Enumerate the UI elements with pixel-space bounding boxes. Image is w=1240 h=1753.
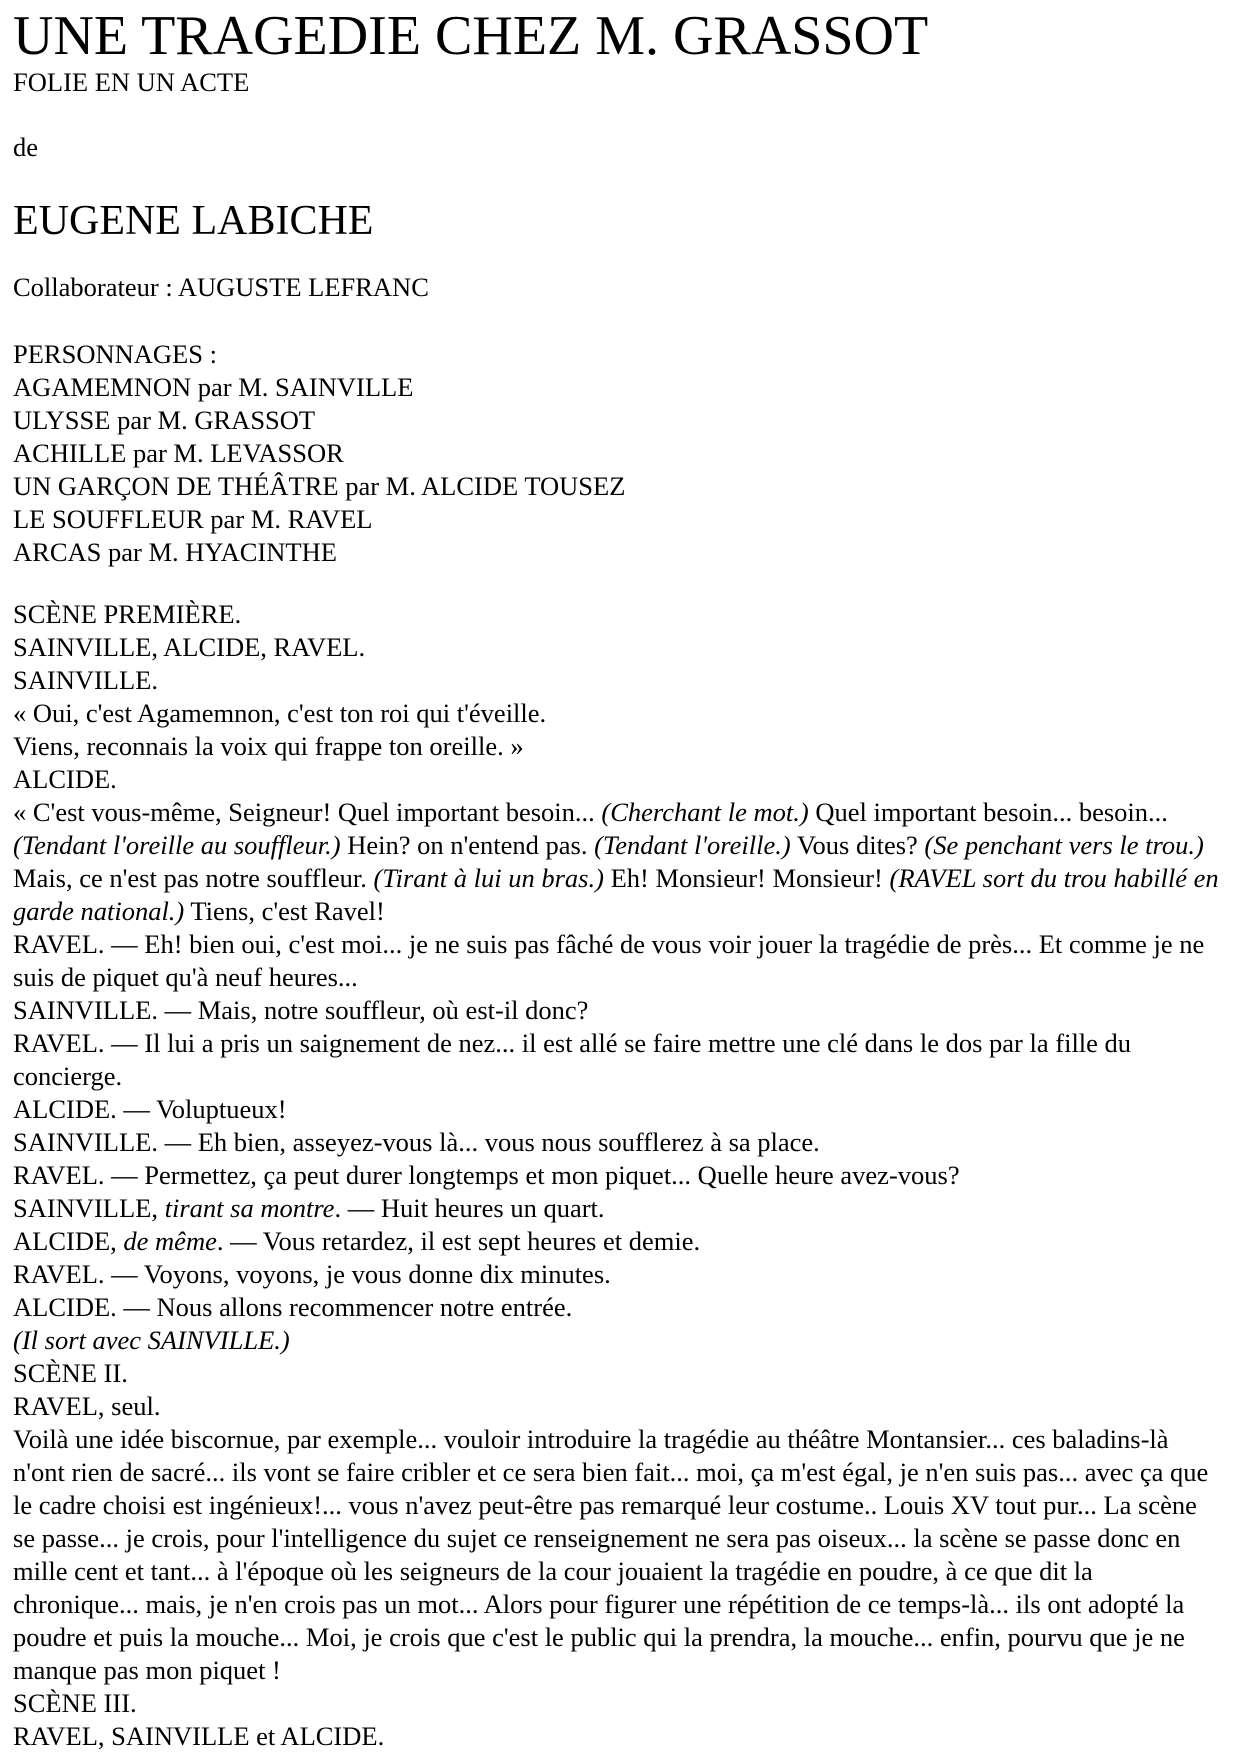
speech-text: Vous dites? — [790, 830, 925, 860]
scene-characters: RAVEL, SAINVILLE et ALCIDE. — [13, 1721, 385, 1751]
cast-item: ACHILLE par M. LEVASSOR — [13, 438, 344, 468]
dialogue-line: ALCIDE. — Voluptueux! — [13, 1094, 287, 1124]
stage-direction: (Se penchant vers le trou.) — [924, 830, 1204, 860]
stage-direction: (Cherchant le mot.) — [601, 797, 809, 827]
speaker-name: ALCIDE, — [13, 1226, 124, 1256]
play-text — [13, 598, 1225, 1753]
cast-item: AGAMEMNON par M. SAINVILLE — [13, 372, 414, 402]
cast-item: ULYSSE par M. GRASSOT — [13, 405, 316, 435]
verse: Viens, reconnais la voix qui frappe ton oreille. » — [13, 731, 524, 761]
cast-item: UN GARÇON DE THÉÂTRE par M. ALCIDE TOUSEZ — [13, 471, 626, 501]
dialogue-line: RAVEL. — Il lui a pris un saignement de nez... il est allé se faire mettre une clé dans le dos par la fille du concierge. — [13, 1028, 1132, 1091]
cast-list — [13, 338, 625, 569]
author-name: EUGENE LABICHE — [13, 198, 374, 244]
speech-text: . — Vous retardez, il est sept heures et demie. — [216, 1226, 701, 1256]
scene-characters: SAINVILLE, ALCIDE, RAVEL. — [13, 632, 366, 662]
cast-heading: PERSONNAGES : — [13, 339, 217, 369]
dialogue-line: RAVEL. — Eh! bien oui, c'est moi... je ne suis pas fâché de vous voir jouer la tragédie de près... Et comme je ne suis de piquet qu'à neuf heures... — [13, 929, 1205, 992]
stage-direction: (Il sort avec SAINVILLE.) — [13, 1325, 290, 1355]
speech-text: Eh! Monsieur! Monsieur! — [603, 863, 890, 893]
speech-text: Hein? on n'entend pas. — [340, 830, 595, 860]
stage-direction: (Tendant l'oreille.) — [594, 830, 791, 860]
collaborator: Collaborateur : AUGUSTE LEFRANC — [13, 272, 429, 302]
dialogue-line: SAINVILLE. — Eh bien, asseyez-vous là... vous nous soufflerez à sa place. — [13, 1127, 820, 1157]
speaker: ALCIDE. — [13, 764, 117, 794]
verse: « Oui, c'est Agamemnon, c'est ton roi qui t'éveille. — [13, 698, 547, 728]
play-title: UNE TRAGEDIE CHEZ M. GRASSOT — [13, 5, 929, 67]
scene-heading: SCÈNE PREMIÈRE. — [13, 599, 242, 629]
dialogue-line: SAINVILLE. — Mais, notre souffleur, où est-il donc? — [13, 995, 589, 1025]
by-label: de — [13, 132, 39, 162]
monologue: Voilà une idée biscornue, par exemple... vouloir introduire la tragédie au théâtre Montansier... ces baladins-là n'ont rien de sacré... ils vont se faire cribler et ce sera bien fait... moi, ça m'est égal, je n'en suis pas... avec ça que le cadre choisi est ingénieux!... vous n'avez peut-être pas remarqué leur costume.. Louis XV tout pur... La scène se passe... je crois, pour l'intelligence du sujet ce renseignement ne sera pas oiseux... la scène se passe donc en mille cent et tant... à l'époque où les seigneurs de la cour jouaient la tragédie en poudre, à ce que dit la chronique... mais, je n'en crois pas un mot... Alors pour figurer une répétition de ce temps-là... ils ont adopté la poudre et puis la mouche... Moi, je crois que c'est le public qui la prendra, la mouche... enfin, pourvu que je ne manque pas mon piquet ! — [13, 1424, 1209, 1685]
stage-direction: (RAVEL sort du trou habillé en garde national.) — [13, 863, 1219, 926]
speech-text: Quel important besoin... besoin... — [808, 797, 1168, 827]
dialogue-line: ALCIDE. — Nous allons recommencer notre entrée. — [13, 1292, 573, 1322]
play-subtitle: FOLIE EN UN ACTE — [13, 67, 250, 97]
speech-text: . — Huit heures un quart. — [334, 1193, 605, 1223]
speech-text: Mais, ce n'est pas notre souffleur. — [13, 863, 374, 893]
cast-item: LE SOUFFLEUR par M. RAVEL — [13, 504, 373, 534]
speaker: SAINVILLE. — [13, 665, 158, 695]
dialogue-line: RAVEL. — Voyons, voyons, je vous donne dix minutes. — [13, 1259, 611, 1289]
stage-direction: (Tendant l'oreille au souffleur.) — [13, 830, 341, 860]
dialogue-line — [13, 1192, 1225, 1225]
scene-heading: SCÈNE II. — [13, 1358, 128, 1388]
scene-heading: SCÈNE III. — [13, 1688, 137, 1718]
speaker-name: SAINVILLE, — [13, 1193, 165, 1223]
stage-direction: tirant sa montre — [164, 1193, 335, 1223]
speech-text: « C'est vous-même, Seigneur! Quel important besoin... — [13, 797, 602, 827]
cast-item: ARCAS par M. HYACINTHE — [13, 537, 337, 567]
speech-text: Tiens, c'est Ravel! — [184, 896, 385, 926]
dialogue-line — [13, 1225, 1225, 1258]
dialogue-line: RAVEL. — Permettez, ça peut durer longtemps et mon piquet... Quelle heure avez-vous? — [13, 1160, 960, 1190]
stage-direction: de même — [123, 1226, 217, 1256]
scene-characters: RAVEL, seul. — [13, 1391, 161, 1421]
alcide-speech — [13, 796, 1225, 928]
stage-direction: (Tirant à lui un bras.) — [373, 863, 604, 893]
